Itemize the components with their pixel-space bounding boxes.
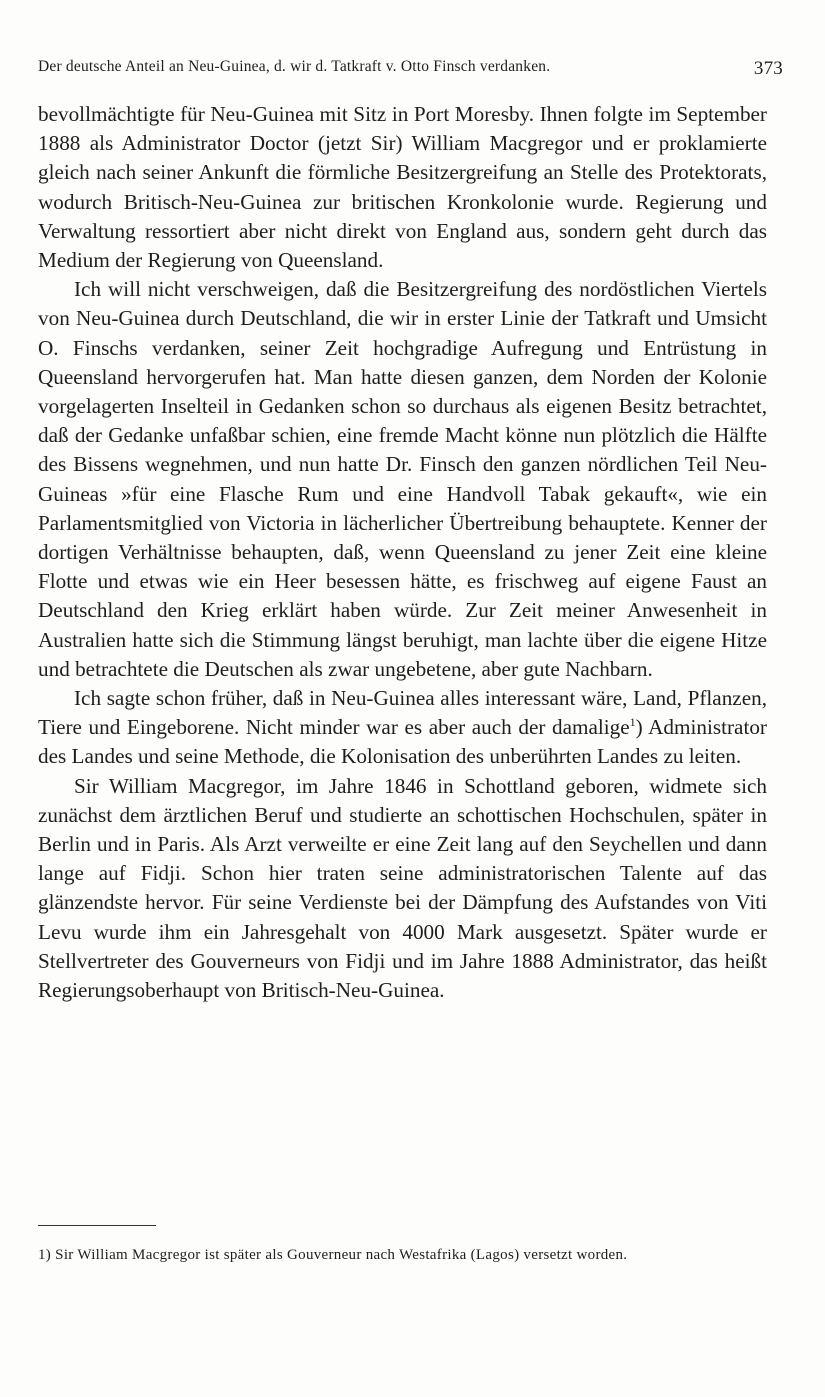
running-header — [38, 58, 783, 79]
paragraph-3-before: Ich sagte schon früher, daß in Neu-Guinea alles interessant wäre, Land, Pflanzen, Tiere und Eingeborene. Nicht minder war es aber auch der damalige — [38, 686, 767, 740]
paragraph-3 — [38, 684, 767, 772]
paragraph-2: Ich will nicht verschweigen, daß die Besitzergreifung des nordöstlichen Viertels von Neu-Guinea durch Deutschland, die wir in erster Linie der Tatkraft und Umsicht O. Finschs verdanken, seiner Zeit hochgradige Aufregung und Entrüstung in Queensland hervorgerufen hat. Man hatte diesen ganzen, dem Norden der Kolonie vorgelagerten Inselteil in Gedanken schon so durchaus als eigenen Besitz betrachtet, daß der Gedanke unfaßbar schien, eine fremde Macht könne nun plötzlich die Hälfte des Bissens wegnehmen, und nun hatte Dr. Finsch den ganzen nördlichen Teil Neu-Guineas »für eine Flasche Rum und eine Handvoll Tabak gekauft«, wie ein Parlamentsmitglied von Victoria in lächerlicher Übertreibung behauptete. Kenner der dortigen Verhältnisse behaupten, daß, wenn Queensland zu jener Zeit eine kleine Flotte und etwas wie ein Heer besessen hätte, es frischweg auf eigene Faust an Deutschland den Krieg erklärt haben würde. Zur Zeit meiner Anwesenheit in Australien hatte sich die Stimmung längst beruhigt, man lachte über die eigene Hitze und betrachtete die Deutschen als zwar ungebetene, aber gute Nachbarn. — [38, 277, 767, 681]
paragraph-4: Sir William Macgregor, im Jahre 1846 in Schottland geboren, widmete sich zunächst dem ärztlichen Beruf und studierte an schottischen Hochschulen, später in Berlin und in Paris. Als Arzt verweilte er eine Zeit lang auf den Seychellen und dann lange auf Fidji. Schon hier traten seine administratorischen Talente auf das glänzendste hervor. Für seine Verdienste bei der Dämpfung des Aufstandes von Viti Levu wurde ihm ein Jahresgehalt von 4000 Mark ausgesetzt. Später wurde er Stellvertreter des Gouverneurs von Fidji und im Jahre 1888 Administrator, das heißt Regierungsoberhaupt von Britisch-Neu-Guinea. — [38, 773, 767, 1003]
footnote-reference[interactable]: 1 — [629, 715, 636, 730]
footnote-divider — [38, 1225, 156, 1226]
footnote-text: Sir William Macgregor ist später als Gouverneur nach Westafrika (Lagos) versetzt worden. — [55, 1247, 628, 1263]
paragraph-1: bevollmächtigte für Neu-Guinea mit Sitz in Port Moresby. Ihnen folgte im September 1888 als Administrator Doctor (jetzt Sir) William Macgregor und er proklamierte gleich nach seiner Ankunft die förmliche Besitzergreifung an Stelle des Protektorats, wodurch Britisch-Neu-Guinea zur britischen Kronkolonie wurde. Regierung und Verwaltung ressortiert aber nicht direkt von England aus, sondern geht durch das Medium der Regierung von Queensland. — [38, 102, 767, 273]
footnote — [38, 1244, 767, 1266]
running-title: Der deutsche Anteil an Neu-Guinea, d. wir d. Tatkraft v. Otto Finsch verdanken. — [38, 58, 551, 75]
footnote-mark: 1) — [38, 1247, 52, 1263]
page-number: 373 — [753, 58, 783, 79]
paragraph-3-after: ) Administrator des Landes und seine Methode, die Kolonisation des unberührten Landes zu leiten. — [38, 715, 767, 769]
body-text — [38, 100, 767, 1005]
